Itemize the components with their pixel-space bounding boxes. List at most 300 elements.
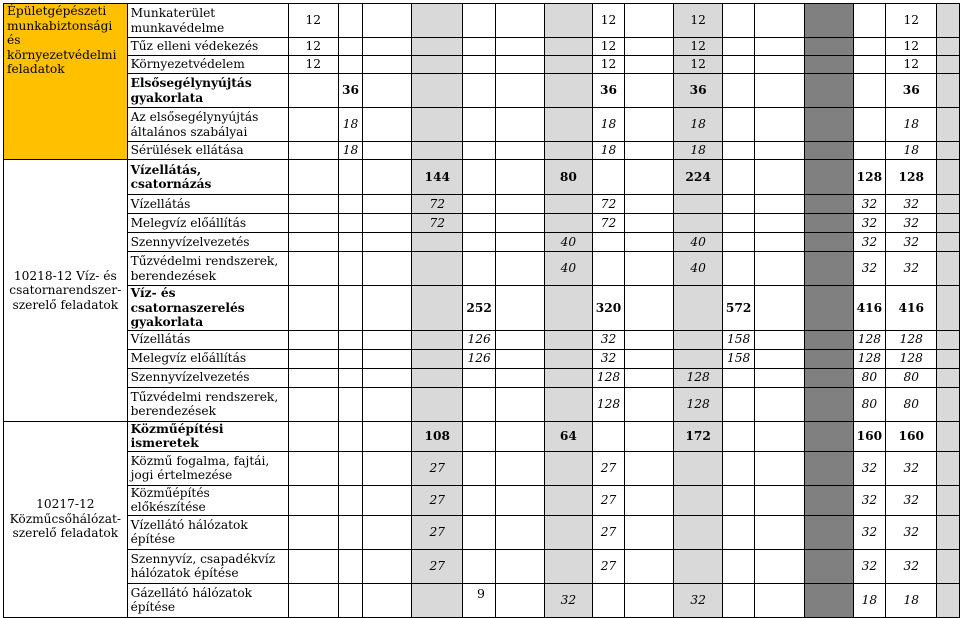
hours-cell: 27 [412, 515, 463, 549]
hours-cell [937, 160, 960, 195]
hours-cell: 32 [886, 549, 937, 583]
hours-cell: 32 [853, 214, 885, 233]
hours-cell: 572 [722, 286, 754, 331]
hours-cell [362, 330, 411, 349]
hours-cell [804, 233, 853, 252]
hours-cell [362, 4, 411, 38]
hours-cell [339, 421, 363, 451]
hours-cell [625, 387, 674, 421]
hours-cell [804, 56, 853, 74]
table-row [4, 368, 960, 387]
table-row [4, 56, 960, 74]
hours-cell [288, 214, 338, 233]
hours-cell: 40 [674, 233, 723, 252]
hours-cell [937, 485, 960, 515]
table-row [4, 214, 960, 233]
hours-cell [625, 74, 674, 108]
hours-cell [625, 330, 674, 349]
hours-cell: 12 [592, 4, 624, 38]
hours-cell [288, 142, 338, 160]
hours-cell [288, 583, 338, 617]
hours-cell [495, 4, 544, 38]
table-row [4, 108, 960, 142]
hours-cell [495, 214, 544, 233]
hours-cell: 32 [853, 195, 885, 214]
hours-cell [804, 214, 853, 233]
table-row [4, 233, 960, 252]
hours-cell [339, 583, 363, 617]
hours-cell [625, 485, 674, 515]
hours-cell [592, 233, 624, 252]
subject-name: Vízellátás [127, 330, 288, 349]
hours-cell: 128 [886, 349, 937, 368]
hours-cell [339, 252, 363, 286]
subject-name: Közműépítési ismeretek [127, 421, 288, 451]
hours-cell [625, 583, 674, 617]
hours-cell: 32 [544, 583, 592, 617]
hours-cell: 12 [886, 38, 937, 56]
subject-name: Munkaterület munkavédelme [127, 4, 288, 38]
hours-cell: 128 [592, 387, 624, 421]
table-row [4, 549, 960, 583]
hours-cell [412, 4, 463, 38]
hours-cell [362, 142, 411, 160]
hours-cell [412, 74, 463, 108]
hours-cell [804, 583, 853, 617]
hours-cell [722, 4, 754, 38]
hours-cell [412, 330, 463, 349]
hours-cell [937, 195, 960, 214]
hours-cell [463, 485, 495, 515]
subject-name: Sérülések ellátása [127, 142, 288, 160]
hours-cell [544, 387, 592, 421]
hours-cell: 32 [853, 485, 885, 515]
hours-cell [463, 38, 495, 56]
hours-cell [625, 108, 674, 142]
hours-cell [544, 349, 592, 368]
hours-cell [495, 195, 544, 214]
hours-cell [544, 214, 592, 233]
hours-cell [625, 515, 674, 549]
hours-cell [592, 252, 624, 286]
hours-cell [804, 451, 853, 485]
table-row [4, 4, 960, 38]
table-row [4, 451, 960, 485]
hours-cell [288, 349, 338, 368]
hours-cell [937, 583, 960, 617]
hours-cell [339, 451, 363, 485]
hours-cell [937, 549, 960, 583]
table-row [4, 74, 960, 108]
hours-cell [755, 387, 804, 421]
hours-cell [853, 142, 885, 160]
hours-cell: 320 [592, 286, 624, 331]
hours-cell [463, 549, 495, 583]
hours-cell [592, 160, 624, 195]
hours-cell: 72 [412, 214, 463, 233]
hours-cell: 126 [463, 349, 495, 368]
hours-cell [463, 214, 495, 233]
hours-cell: 416 [886, 286, 937, 331]
hours-cell [495, 160, 544, 195]
hours-cell [362, 108, 411, 142]
hours-cell [804, 142, 853, 160]
hours-cell: 224 [674, 160, 723, 195]
hours-cell [339, 160, 363, 195]
hours-cell [412, 252, 463, 286]
hours-cell [674, 485, 723, 515]
hours-cell [544, 56, 592, 74]
hours-cell: 12 [886, 56, 937, 74]
hours-cell [755, 74, 804, 108]
hours-cell [495, 56, 544, 74]
hours-cell [362, 583, 411, 617]
hours-cell [937, 214, 960, 233]
hours-cell: 72 [412, 195, 463, 214]
subject-name: Melegvíz előállítás [127, 214, 288, 233]
hours-cell [463, 515, 495, 549]
hours-cell [625, 214, 674, 233]
hours-cell [339, 368, 363, 387]
hours-cell [362, 515, 411, 549]
hours-cell [804, 252, 853, 286]
hours-cell [625, 549, 674, 583]
hours-cell [463, 233, 495, 252]
hours-cell: 18 [592, 142, 624, 160]
hours-cell [674, 214, 723, 233]
subject-name: Tűz elleni védekezés [127, 38, 288, 56]
hours-cell [625, 233, 674, 252]
hours-cell [722, 421, 754, 451]
hours-cell: 128 [853, 160, 885, 195]
hours-cell [722, 387, 754, 421]
hours-cell [288, 330, 338, 349]
hours-cell [339, 549, 363, 583]
hours-cell [362, 74, 411, 108]
hours-cell [463, 4, 495, 38]
hours-cell [804, 195, 853, 214]
hours-cell [544, 142, 592, 160]
hours-cell [495, 74, 544, 108]
hours-cell [463, 451, 495, 485]
hours-cell [722, 515, 754, 549]
hours-cell: 18 [886, 142, 937, 160]
hours-cell: 12 [674, 38, 723, 56]
hours-cell [495, 485, 544, 515]
hours-cell: 36 [674, 74, 723, 108]
hours-cell: 18 [886, 583, 937, 617]
hours-cell [937, 515, 960, 549]
hours-cell [339, 214, 363, 233]
hours-cell [544, 330, 592, 349]
hours-cell: 12 [674, 56, 723, 74]
hours-cell [362, 421, 411, 451]
hours-cell: 40 [544, 252, 592, 286]
hours-cell [339, 233, 363, 252]
hours-cell [755, 56, 804, 74]
hours-cell [937, 451, 960, 485]
hours-cell [937, 56, 960, 74]
hours-cell [463, 195, 495, 214]
table-row [4, 195, 960, 214]
subject-name: Szennyvízelvezetés [127, 368, 288, 387]
hours-cell: 18 [339, 108, 363, 142]
table-row [4, 160, 960, 195]
hours-cell [674, 195, 723, 214]
hours-cell [937, 387, 960, 421]
hours-cell [412, 56, 463, 74]
hours-cell: 32 [853, 451, 885, 485]
hours-cell [544, 4, 592, 38]
subject-name: Melegvíz előállítás [127, 349, 288, 368]
module-label: 10218-12 Víz- és csatornarendszer-szerelő feladatok [4, 160, 128, 422]
hours-cell: 32 [886, 451, 937, 485]
hours-cell [544, 368, 592, 387]
hours-cell [722, 451, 754, 485]
table-row [4, 252, 960, 286]
table-row [4, 387, 960, 421]
hours-cell: 64 [544, 421, 592, 451]
hours-cell: 36 [592, 74, 624, 108]
hours-cell [495, 142, 544, 160]
hours-cell: 72 [592, 214, 624, 233]
hours-cell [362, 233, 411, 252]
hours-cell: 32 [592, 349, 624, 368]
hours-cell [804, 330, 853, 349]
hours-cell: 12 [288, 4, 338, 38]
hours-cell: 252 [463, 286, 495, 331]
hours-cell [625, 195, 674, 214]
page-number: 9 [477, 586, 485, 601]
hours-cell [937, 421, 960, 451]
hours-cell [804, 286, 853, 331]
hours-cell: 18 [886, 108, 937, 142]
hours-cell [362, 195, 411, 214]
table-row [4, 38, 960, 56]
hours-cell [625, 142, 674, 160]
hours-cell: 128 [886, 160, 937, 195]
hours-cell [674, 515, 723, 549]
hours-cell [755, 160, 804, 195]
hours-cell [755, 583, 804, 617]
hours-cell: 40 [674, 252, 723, 286]
hours-cell [339, 286, 363, 331]
hours-cell [463, 142, 495, 160]
hours-cell [937, 368, 960, 387]
hours-cell [755, 349, 804, 368]
hours-cell [288, 515, 338, 549]
hours-cell: 32 [592, 330, 624, 349]
hours-cell [755, 330, 804, 349]
hours-cell [755, 195, 804, 214]
hours-cell [722, 549, 754, 583]
hours-cell: 416 [853, 286, 885, 331]
hours-cell: 18 [592, 108, 624, 142]
hours-cell: 40 [544, 233, 592, 252]
hours-cell [412, 387, 463, 421]
hours-cell: 158 [722, 349, 754, 368]
table-row [4, 421, 960, 451]
hours-cell: 32 [853, 233, 885, 252]
hours-cell [463, 421, 495, 451]
hours-cell: 36 [339, 74, 363, 108]
hours-cell [463, 252, 495, 286]
table-row [4, 330, 960, 349]
hours-cell [463, 74, 495, 108]
hours-cell: 128 [592, 368, 624, 387]
hours-cell [339, 485, 363, 515]
hours-cell: 160 [886, 421, 937, 451]
hours-cell [544, 286, 592, 331]
hours-cell [412, 142, 463, 160]
hours-cell [804, 4, 853, 38]
table-row [4, 515, 960, 549]
hours-cell: 32 [886, 252, 937, 286]
hours-cell [288, 286, 338, 331]
subject-name: Gázellátó hálózatok építése [127, 583, 288, 617]
hours-cell [339, 195, 363, 214]
hours-cell: 27 [412, 549, 463, 583]
hours-cell: 160 [853, 421, 885, 451]
hours-cell: 18 [674, 108, 723, 142]
hours-cell [804, 108, 853, 142]
hours-cell: 12 [886, 4, 937, 38]
hours-cell [362, 368, 411, 387]
hours-cell [495, 549, 544, 583]
hours-cell: 12 [288, 56, 338, 74]
hours-cell [412, 38, 463, 56]
hours-cell [755, 451, 804, 485]
hours-cell [288, 108, 338, 142]
hours-cell [412, 108, 463, 142]
hours-cell [937, 286, 960, 331]
hours-cell [544, 108, 592, 142]
subject-name: Közműépítés előkészítése [127, 485, 288, 515]
hours-cell [804, 160, 853, 195]
hours-cell [625, 160, 674, 195]
hours-cell [853, 38, 885, 56]
hours-cell [625, 368, 674, 387]
hours-cell [463, 108, 495, 142]
hours-cell [495, 421, 544, 451]
hours-cell [755, 286, 804, 331]
hours-cell [362, 387, 411, 421]
hours-cell: 72 [592, 195, 624, 214]
hours-cell [937, 74, 960, 108]
hours-cell: 32 [886, 214, 937, 233]
hours-cell [463, 368, 495, 387]
hours-cell [463, 160, 495, 195]
hours-cell [495, 368, 544, 387]
hours-cell [339, 349, 363, 368]
hours-cell [362, 214, 411, 233]
hours-cell: 18 [339, 142, 363, 160]
hours-cell [853, 4, 885, 38]
hours-cell [674, 330, 723, 349]
hours-cell [412, 233, 463, 252]
hours-cell [722, 368, 754, 387]
hours-cell [463, 387, 495, 421]
hours-cell [495, 349, 544, 368]
hours-cell [755, 108, 804, 142]
hours-cell [412, 286, 463, 331]
hours-cell [362, 56, 411, 74]
hours-cell [625, 349, 674, 368]
hours-cell: 27 [592, 515, 624, 549]
hours-cell [755, 421, 804, 451]
hours-cell: 32 [853, 549, 885, 583]
hours-cell [544, 195, 592, 214]
hours-cell [755, 233, 804, 252]
hours-cell [674, 349, 723, 368]
hours-cell [755, 4, 804, 38]
hours-cell [937, 233, 960, 252]
hours-cell [288, 368, 338, 387]
hours-cell [288, 233, 338, 252]
hours-cell [722, 108, 754, 142]
hours-cell [362, 38, 411, 56]
hours-cell: 128 [853, 349, 885, 368]
hours-cell [853, 74, 885, 108]
hours-cell: 32 [886, 485, 937, 515]
hours-cell [339, 330, 363, 349]
hours-cell: 27 [412, 451, 463, 485]
hours-cell: 80 [544, 160, 592, 195]
hours-cell [544, 38, 592, 56]
hours-cell: 32 [886, 233, 937, 252]
hours-cell [412, 368, 463, 387]
hours-cell [722, 160, 754, 195]
hours-cell [755, 38, 804, 56]
subject-name: Vízellátás [127, 195, 288, 214]
hours-cell [755, 549, 804, 583]
hours-cell: 32 [853, 252, 885, 286]
hours-cell: 27 [592, 485, 624, 515]
hours-cell [463, 56, 495, 74]
hours-cell: 80 [886, 387, 937, 421]
hours-cell [339, 4, 363, 38]
hours-cell [937, 330, 960, 349]
hours-cell: 128 [674, 368, 723, 387]
hours-cell: 18 [853, 583, 885, 617]
hours-cell: 32 [853, 515, 885, 549]
hours-cell: 158 [722, 330, 754, 349]
hours-cell [288, 252, 338, 286]
hours-cell [288, 195, 338, 214]
hours-cell: 32 [886, 515, 937, 549]
hours-cell [722, 485, 754, 515]
hours-cell [804, 349, 853, 368]
hours-cell [495, 387, 544, 421]
hours-cell [625, 4, 674, 38]
hours-cell [288, 160, 338, 195]
hours-cell [755, 515, 804, 549]
hours-cell: 128 [886, 330, 937, 349]
hours-cell [722, 583, 754, 617]
hours-cell [722, 195, 754, 214]
subject-name: Közmű fogalma, fajtái, jogi értelmezése [127, 451, 288, 485]
hours-cell [362, 349, 411, 368]
hours-cell [412, 349, 463, 368]
hours-cell [722, 74, 754, 108]
table-row [4, 349, 960, 368]
hours-cell [722, 38, 754, 56]
hours-cell [288, 485, 338, 515]
hours-cell [495, 515, 544, 549]
subject-name: Az elsősegélynyújtás általános szabályai [127, 108, 288, 142]
hours-cell [722, 142, 754, 160]
hours-cell [495, 233, 544, 252]
